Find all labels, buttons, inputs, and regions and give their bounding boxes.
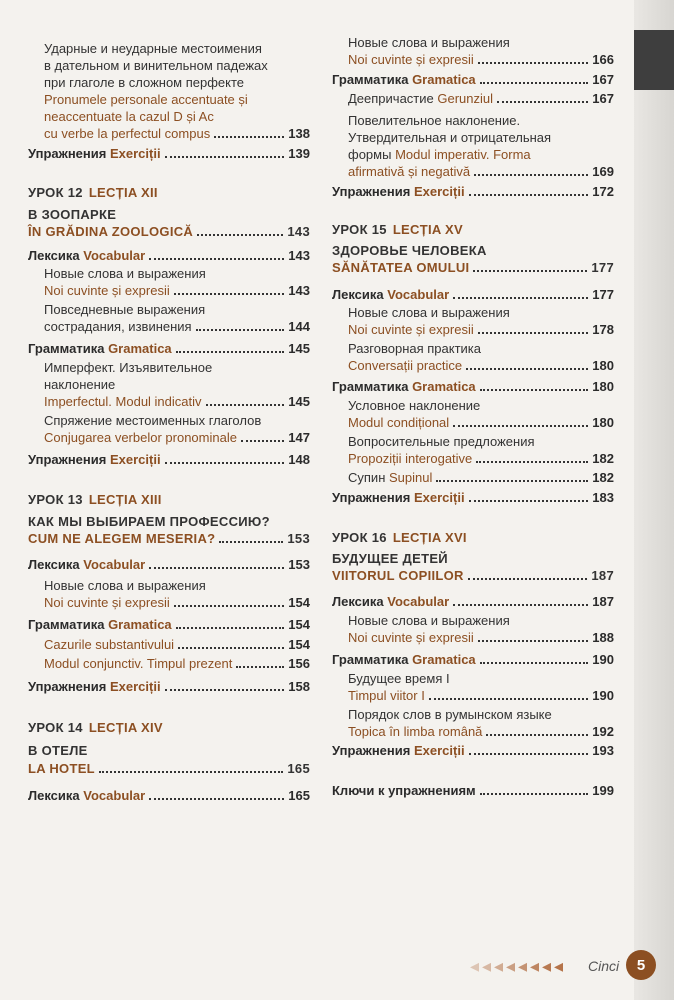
toc-entry[interactable]: Topica în limba română 192 bbox=[348, 724, 614, 739]
entry-text: Ударные и неударные местоимения bbox=[44, 41, 262, 56]
toc-entry[interactable]: Imperfectul. Modul indicativ 145 bbox=[44, 394, 310, 409]
toc-section-exercises[interactable]: Упражнения Exerciții 193 bbox=[332, 743, 614, 758]
toc-entry[interactable]: Noi cuvinte și expresii 154 bbox=[44, 595, 310, 610]
toc-entry[interactable]: Noi cuvinte și expresii 166 bbox=[348, 52, 614, 67]
entry-text: neaccentuate la cazul D și Ac bbox=[44, 109, 214, 124]
toc-entry[interactable]: Conjugarea verbelor pronominale 147 bbox=[44, 430, 310, 445]
lesson-heading: УРОК 12 LECȚIA XII bbox=[28, 185, 158, 200]
entry-text: формы Modul imperativ. Forma bbox=[348, 147, 531, 162]
toc-section-vocabulary[interactable]: Лексика Vocabular 187 bbox=[332, 594, 614, 609]
chevron-left-icon: ◂ bbox=[518, 956, 528, 976]
lesson-title: БУДУЩЕЕ ДЕТЕЙ bbox=[332, 551, 448, 566]
toc-section-exercises[interactable]: Упражнения Exerciții 172 bbox=[332, 184, 614, 199]
toc-section-vocabulary[interactable]: Лексика Vocabular 177 bbox=[332, 287, 614, 302]
toc-entry[interactable]: Деепричастие Gerunziul 167 bbox=[348, 91, 614, 106]
chevron-left-icon: ◂ bbox=[482, 956, 492, 976]
toc-section-exercises[interactable]: Упражнения Exerciții 139 bbox=[28, 146, 310, 161]
chevron-left-icon: ◂ bbox=[470, 956, 480, 976]
entry-text: при глаголе в сложном перфекте bbox=[44, 75, 245, 90]
toc-entry[interactable]: Propoziții interogative 182 bbox=[348, 451, 614, 466]
toc-section-grammar[interactable]: Грамматика Gramatica 167 bbox=[332, 72, 614, 87]
entry-text: Повелительное наклонение. bbox=[348, 113, 521, 128]
entry-text: Повседневные выражения bbox=[44, 302, 206, 317]
lesson-heading: УРОК 13 LECȚIA XIII bbox=[28, 492, 162, 507]
page-footer bbox=[470, 950, 660, 984]
entry-text: Разговорная практика bbox=[348, 341, 482, 356]
lesson-title-entry[interactable]: ÎN GRĂDINA ZOOLOGICĂ 143 bbox=[28, 224, 310, 239]
lesson-title-entry[interactable]: VIITORUL COPIILOR 187 bbox=[332, 568, 614, 583]
entry-text: Имперфект. Изъявительное bbox=[44, 360, 213, 375]
entry-text: Новые слова и выражения bbox=[348, 613, 510, 628]
toc-section-grammar[interactable]: Грамматика Gramatica 154 bbox=[28, 617, 310, 632]
chevron-left-icon: ◂ bbox=[530, 956, 540, 976]
lesson-title-entry[interactable]: SĂNĂTATEA OMULUI 177 bbox=[332, 260, 614, 275]
toc-section-grammar[interactable]: Грамматика Gramatica 190 bbox=[332, 652, 614, 667]
lesson-title-entry[interactable]: LA HOTEL 165 bbox=[28, 761, 310, 776]
toc-section-grammar[interactable]: Грамматика Gramatica 145 bbox=[28, 341, 310, 356]
lesson-title: КАК МЫ ВЫБИРАЕМ ПРОФЕССИЮ? bbox=[28, 514, 270, 529]
lesson-title: В ЗООПАРКЕ bbox=[28, 207, 117, 222]
chevron-left-icon: ◂ bbox=[506, 956, 516, 976]
toc-entry[interactable]: Cazurile substantivului 154 bbox=[44, 637, 310, 652]
toc-entry[interactable]: Modul conjunctiv. Timpul prezent 156 bbox=[44, 656, 310, 671]
entry-text: в дательном и винительном падежах bbox=[44, 58, 268, 73]
entry-text: Условное наклонение bbox=[348, 398, 481, 413]
lesson-title: В ОТЕЛЕ bbox=[28, 743, 88, 758]
toc-entry[interactable]: Modul condițional 180 bbox=[348, 415, 614, 430]
entry-text: Утвердительная и отрицательная bbox=[348, 130, 552, 145]
page-number-badge: 5 bbox=[626, 950, 656, 980]
page-label: Cinci bbox=[588, 958, 620, 974]
toc-entry[interactable]: Супин Supinul 182 bbox=[348, 470, 614, 485]
entry-text: Новые слова и выражения bbox=[348, 305, 510, 320]
toc-entry[interactable]: Timpul viitor I 190 bbox=[348, 688, 614, 703]
toc-section-exercises[interactable]: Упражнения Exerciții 148 bbox=[28, 452, 310, 467]
lesson-heading: УРОК 15 LECȚIA XV bbox=[332, 222, 463, 237]
entry-text: Pronumele personale accentuate și bbox=[44, 92, 248, 107]
toc-entry[interactable]: Noi cuvinte și expresii 178 bbox=[348, 322, 614, 337]
toc-entry[interactable]: afirmativă și negativă 169 bbox=[348, 164, 614, 179]
toc-entry[interactable]: cu verbe la perfectul compus 138 bbox=[44, 126, 310, 141]
toc-section-vocabulary[interactable]: Лексика Vocabular 165 bbox=[28, 788, 310, 803]
toc-section-grammar[interactable]: Грамматика Gramatica 180 bbox=[332, 379, 614, 394]
toc-entry[interactable]: Noi cuvinte și expresii 143 bbox=[44, 283, 310, 298]
entry-text: Вопросительные предложения bbox=[348, 434, 535, 449]
entry-text: Новые слова и выражения bbox=[44, 578, 206, 593]
entry-text: наклонение bbox=[44, 377, 116, 392]
edge-tab bbox=[634, 30, 674, 90]
chevron-left-icon: ◂ bbox=[554, 956, 564, 976]
toc-entry[interactable]: Noi cuvinte și expresii 188 bbox=[348, 630, 614, 645]
entry-text: Новые слова и выражения bbox=[44, 266, 206, 281]
toc-section-answer-keys[interactable]: Ключи к упражнениям 199 bbox=[332, 783, 614, 798]
entry-text: Будущее время I bbox=[348, 671, 450, 686]
entry-text: Новые слова и выражения bbox=[348, 35, 510, 50]
toc-section-vocabulary[interactable]: Лексика Vocabular 143 bbox=[28, 248, 310, 263]
lesson-heading: УРОК 14 LECȚIA XIV bbox=[28, 720, 163, 735]
toc-entry[interactable]: сострадания, извинения 144 bbox=[44, 319, 310, 334]
chevron-left-icon: ◂ bbox=[542, 956, 552, 976]
toc-section-exercises[interactable]: Упражнения Exerciții 158 bbox=[28, 679, 310, 694]
lesson-title: ЗДОРОВЬЕ ЧЕЛОВЕКА bbox=[332, 243, 487, 258]
toc-section-vocabulary[interactable]: Лексика Vocabular 153 bbox=[28, 557, 310, 572]
toc-entry[interactable]: Conversații practice 180 bbox=[348, 358, 614, 373]
lesson-heading: УРОК 16 LECȚIA XVI bbox=[332, 530, 467, 545]
entry-text: Порядок слов в румынском языке bbox=[348, 707, 552, 722]
entry-text: Спряжение местоименных глаголов bbox=[44, 413, 262, 428]
chevron-left-icon: ◂ bbox=[494, 956, 504, 976]
toc-section-exercises[interactable]: Упражнения Exerciții 183 bbox=[332, 490, 614, 505]
page-edge bbox=[634, 0, 674, 1000]
lesson-title-entry[interactable]: CUM NE ALEGEM MESERIA? 153 bbox=[28, 531, 310, 546]
